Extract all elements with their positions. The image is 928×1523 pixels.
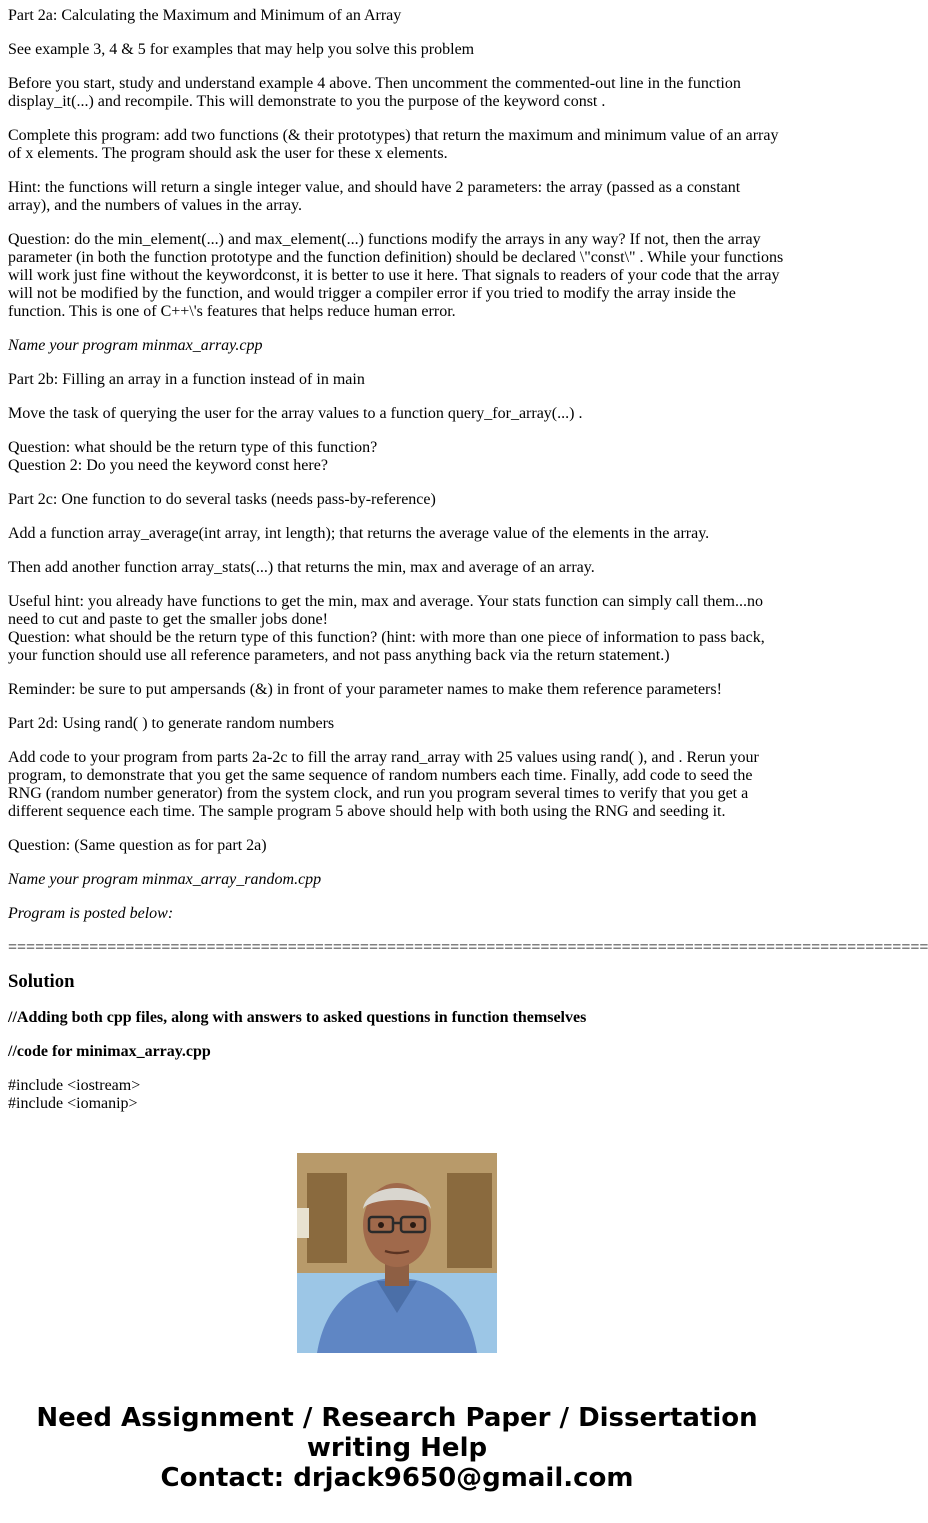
code-title: //code for minimax_array.cpp: [8, 1043, 211, 1060]
code-line: #include <iostream>: [8, 1077, 141, 1094]
banner-line: writing Help: [306, 1433, 488, 1463]
part-2a-program-name: Name your program minmax_array.cpp: [8, 337, 263, 354]
part-2d-title: Part 2d: Using rand( ) to generate random numbers: [8, 715, 335, 732]
assignment-document: [8, 7, 928, 1129]
part-2a-title: Part 2a: Calculating the Maximum and Minimum of an Array: [8, 7, 402, 24]
solution-heading: Solution: [8, 971, 75, 992]
promo-banner: [0, 1403, 794, 1493]
part-2c-add-average: Add a function array_average(int array, int length); that returns the average value of the elements in the array.: [8, 525, 710, 542]
code-line: #include <iomanip>: [8, 1095, 138, 1112]
part-2c-reminder: Reminder: be sure to put ampersands (&) in front of your parameter names to make them reference parameters!: [8, 681, 722, 698]
part-2a-before-you-start: Before you start, study and understand example 4 above. Then uncomment the commented-out line in the function display_it(...) and recompile. This will demonstrate to you the purpose of the keyword const .: [8, 75, 741, 110]
part-2c-useful-hint: [8, 593, 786, 665]
program-posted-note: Program is posted below:: [8, 905, 174, 922]
banner-line: Need Assignment / Research Paper / Dissertation: [36, 1403, 758, 1433]
part-2d-add-code: Add code to your program from parts 2a-2c to fill the array rand_array with 25 values using rand( ), and . Rerun your program, to demonstrate that you get the same sequence of random numbers each time. Finally, add code to seed the RNG (random number generator) from the system clock, and run you program several times to verify that you get a different sequence each time. The sample program 5 above should help with both using the RNG and seeding it.: [8, 749, 759, 820]
avatar: [297, 1153, 497, 1353]
part-2b-questions: [8, 439, 786, 475]
part-2b-move-task: Move the task of querying the user for the array values to a function query_for_array(...) .: [8, 405, 583, 422]
part-2a-see-examples: See example 3, 4 & 5 for examples that may help you solve this problem: [8, 41, 475, 58]
part-2c-question: Question: what should be the return type of this function? (hint: with more than one piece of information to pass back, your function should use all reference parameters, and not pass anything back via the return statement.): [8, 629, 765, 664]
part-2c-title: Part 2c: One function to do several tasks (needs pass-by-reference): [8, 491, 436, 508]
contact-line: Contact: drjack9650@gmail.com: [160, 1463, 634, 1493]
solution-note: //Adding both cpp files, along with answers to asked questions in function themselves: [8, 1009, 587, 1026]
code-block: [8, 1077, 786, 1113]
part-2c-hint-text: Useful hint: you already have functions to get the min, max and average. Your stats function can simply call them...no need to cut and paste to get the smaller jobs done!: [8, 593, 763, 628]
part-2a-question: Question: do the min_element(...) and max_element(...) functions modify the arrays in any way? If not, then the array parameter (in both the function prototype and the function definition) should be declared \"const\" . While your functions will work just fine without the keywordconst, it is better to use it here. That signals to readers of your code that the array will not be modified by the function, and would trigger a compiler error if you tried to modify the array inside the function. This is one of C++\'s features that helps reduce human error.: [8, 231, 784, 320]
part-2d-question: Question: (Same question as for part 2a): [8, 837, 267, 854]
person-photo-icon: [297, 1153, 497, 1353]
part-2a-complete-program: Complete this program: add two functions (& their prototypes) that return the maximum and minimum value of an array of x elements. The program should ask the user for these x elements.: [8, 127, 779, 162]
separator-rule: ======================================================================================================: [8, 939, 928, 956]
part-2d-program-name: Name your program minmax_array_random.cpp: [8, 871, 322, 888]
part-2b-title: Part 2b: Filling an array in a function instead of in main: [8, 371, 365, 388]
part-2b-question-1: Question: what should be the return type of this function?: [8, 439, 378, 456]
part-2c-add-stats: Then add another function array_stats(...) that returns the min, max and average of an array.: [8, 559, 595, 576]
part-2b-question-2: Question 2: Do you need the keyword const here?: [8, 457, 328, 474]
part-2a-hint: Hint: the functions will return a single integer value, and should have 2 parameters: the array (passed as a constant array), and the numbers of values in the array.: [8, 179, 741, 214]
